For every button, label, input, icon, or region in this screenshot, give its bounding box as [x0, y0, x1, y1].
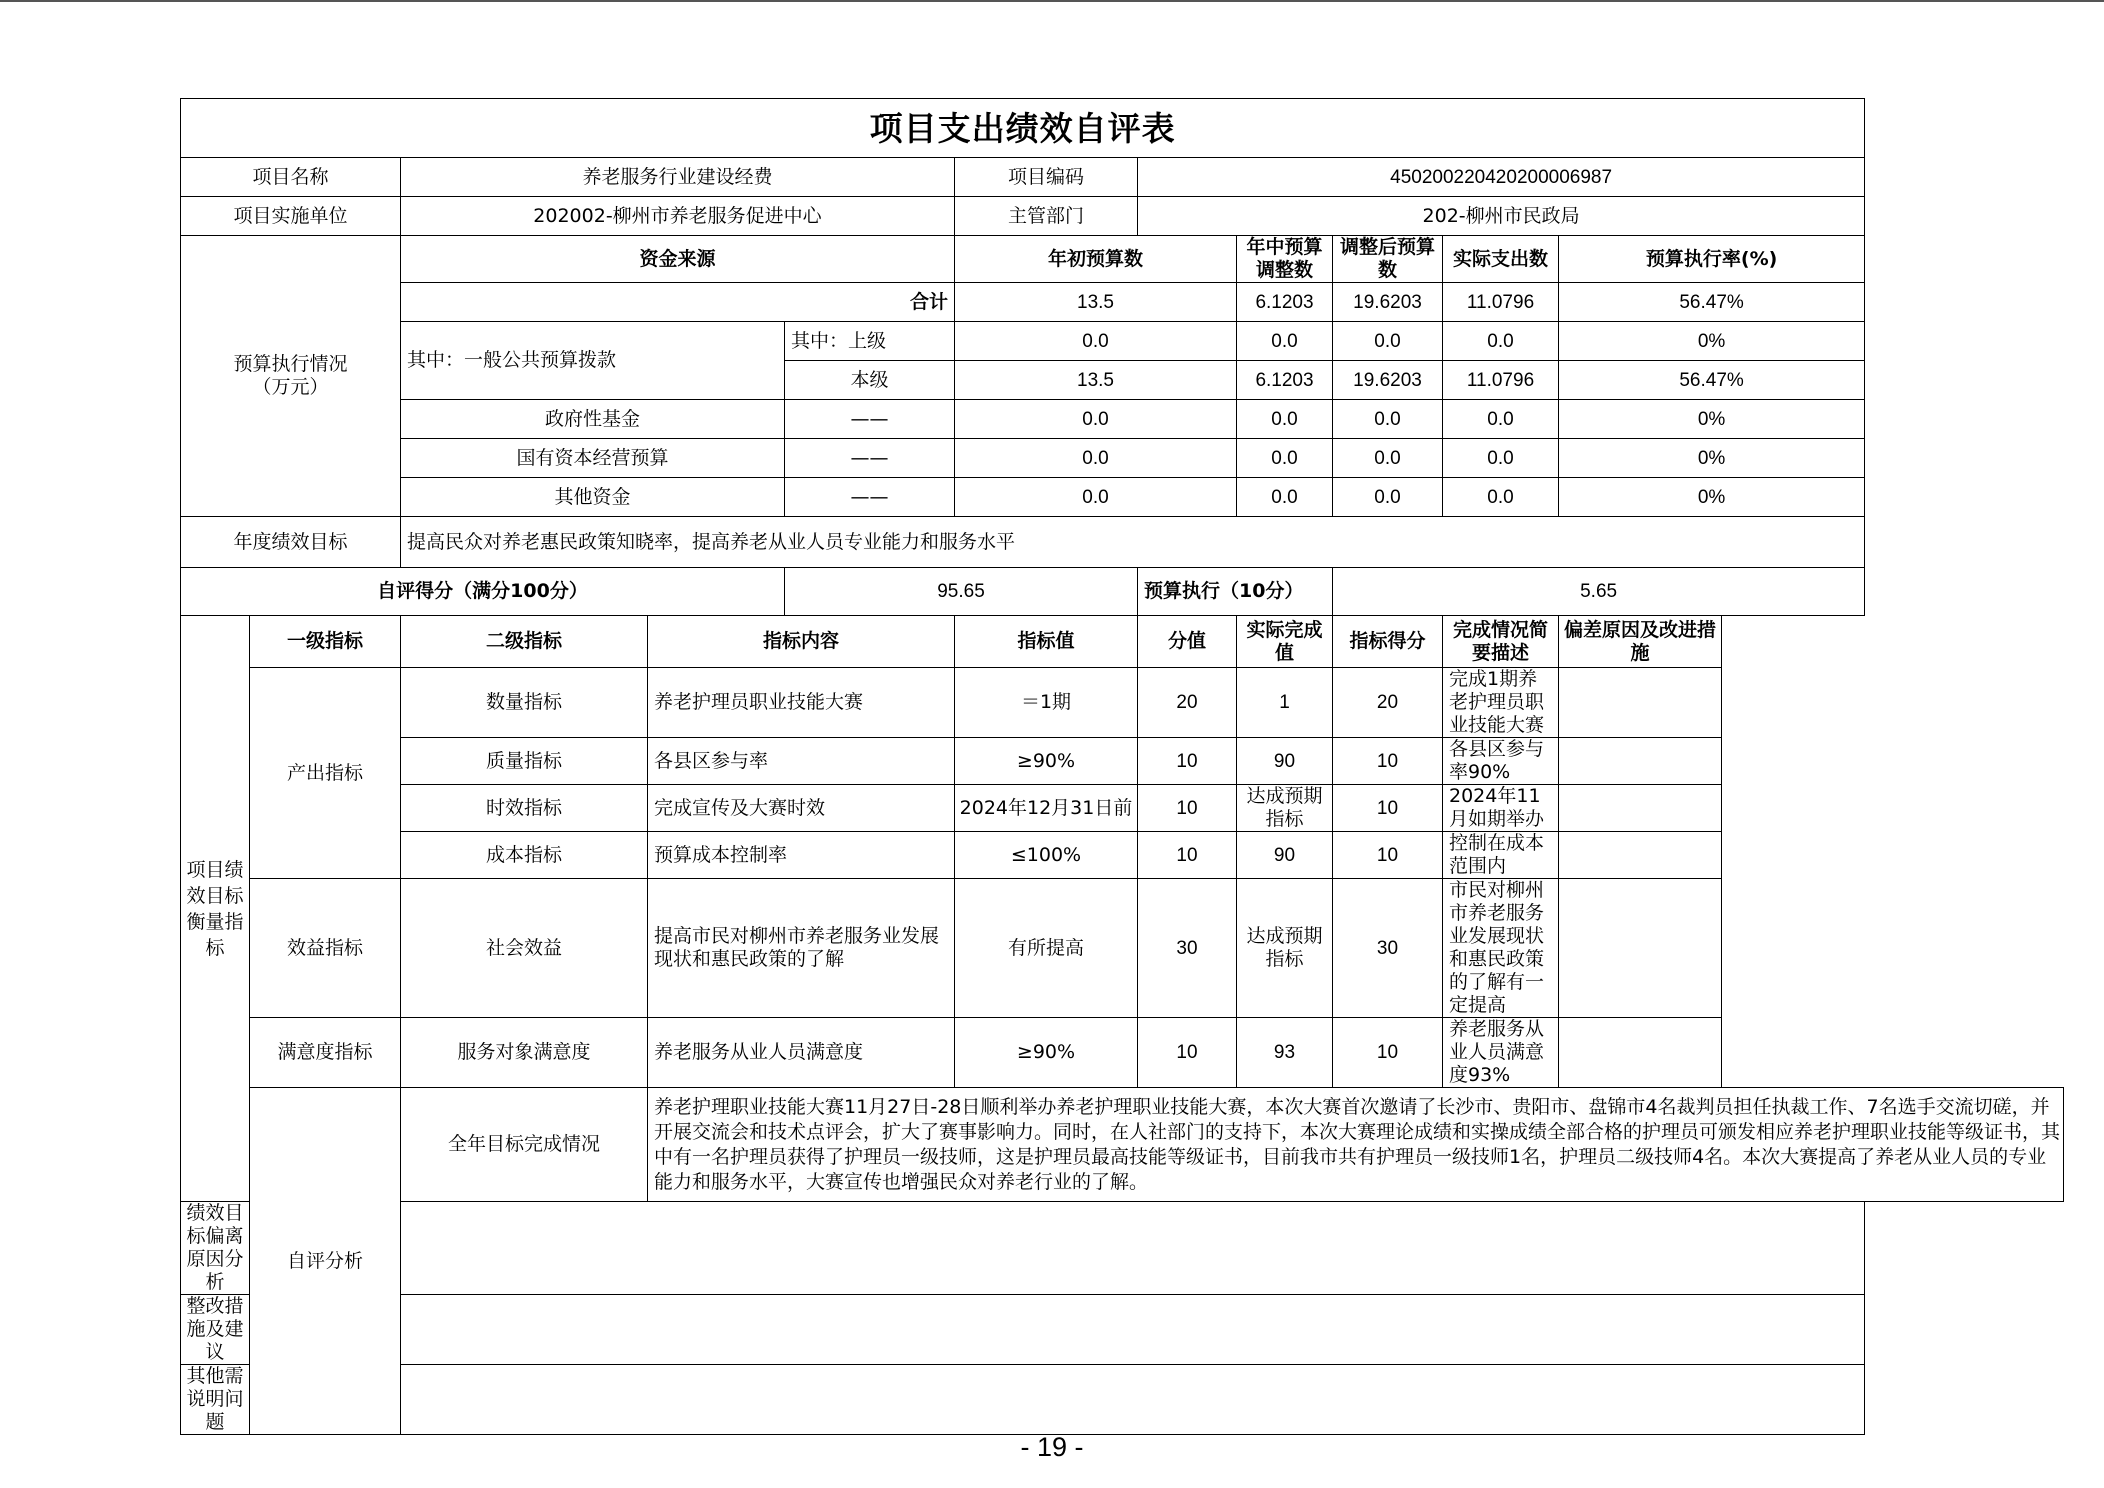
indicator-row — [181, 668, 2064, 738]
state-capital-adjusted: 0.0 — [1333, 439, 1443, 478]
indicator-weight: 10 — [1138, 832, 1237, 879]
total-adjustment: 6.1203 — [1237, 283, 1333, 322]
indicator-row — [181, 785, 2064, 832]
project-code-value: 450200220420200006987 — [1138, 158, 1865, 197]
indicator-target: ≥90% — [955, 738, 1138, 785]
indicator-target: 2024年12月31日前 — [955, 785, 1138, 832]
indicator-content: 养老护理员职业技能大赛 — [648, 668, 955, 738]
indicator-level2: 社会效益 — [401, 879, 648, 1018]
project-unit-row — [181, 197, 2064, 236]
indicator-actual: 90 — [1237, 832, 1333, 879]
indicator-content: 提高市民对柳州市养老服务业发展现状和惠民政策的了解 — [648, 879, 955, 1018]
implementing-unit-label: 项目实施单位 — [181, 197, 401, 236]
analysis-section-label: 自评分析 — [250, 1088, 401, 1435]
indicator-score: 30 — [1333, 879, 1443, 1018]
indicator-actual: 1 — [1237, 668, 1333, 738]
indicator-level2: 成本指标 — [401, 832, 648, 879]
header-level2: 二级指标 — [401, 616, 648, 668]
analysis-value — [401, 1295, 1865, 1365]
gov-fund-initial: 0.0 — [955, 400, 1237, 439]
state-capital-adjustment: 0.0 — [1237, 439, 1333, 478]
satisfaction-indicator-label: 满意度指标 — [250, 1018, 401, 1088]
budget-other-row — [181, 478, 2064, 517]
indicator-actual: 93 — [1237, 1018, 1333, 1088]
gov-fund-dash: —— — [785, 400, 955, 439]
indicator-weight: 20 — [1138, 668, 1237, 738]
indicator-desc: 各县区参与率90% — [1443, 738, 1559, 785]
indicator-score: 10 — [1333, 1018, 1443, 1088]
state-capital-rate: 0% — [1559, 439, 1865, 478]
page-title: 项目支出绩效自评表 — [181, 99, 1865, 158]
header-actual: 实际完成值 — [1237, 616, 1333, 668]
header-level1: 一级指标 — [250, 616, 401, 668]
analysis-label: 绩效目标偏离原因分析 — [181, 1202, 250, 1295]
header-fund-source: 资金来源 — [401, 236, 955, 283]
indicator-weight: 10 — [1138, 1018, 1237, 1088]
header-reason: 偏差原因及改进措施 — [1559, 616, 1722, 668]
other-fund-rate: 0% — [1559, 478, 1865, 517]
indicator-actual: 达成预期指标 — [1237, 879, 1333, 1018]
header-content: 指标内容 — [648, 616, 955, 668]
indicator-target: ≥90% — [955, 1018, 1138, 1088]
performance-self-evaluation-table — [180, 98, 2064, 1435]
gov-fund-adjustment: 0.0 — [1237, 400, 1333, 439]
upper-adjustment: 0.0 — [1237, 322, 1333, 361]
general-budget-label: 其中：一般公共预算拨款 — [401, 322, 785, 400]
upper-adjusted: 0.0 — [1333, 322, 1443, 361]
indicator-level2: 质量指标 — [401, 738, 648, 785]
indicator-target: ≤100% — [955, 832, 1138, 879]
indicator-target: ＝1期 — [955, 668, 1138, 738]
indicator-score: 10 — [1333, 785, 1443, 832]
total-actual: 11.0796 — [1443, 283, 1559, 322]
indicator-row — [181, 879, 2064, 1018]
budget-state-capital-row — [181, 439, 2064, 478]
indicator-level2: 数量指标 — [401, 668, 648, 738]
project-name-row — [181, 158, 2064, 197]
annual-goal-value: 提高民众对养老惠民政策知晓率，提高养老从业人员专业能力和服务水平 — [401, 517, 1865, 568]
supervising-dept-value: 202-柳州市民政局 — [1138, 197, 1865, 236]
local-label: 本级 — [785, 361, 955, 400]
budget-gov-fund-row — [181, 400, 2064, 439]
analysis-label: 全年目标完成情况 — [401, 1088, 648, 1202]
output-indicator-label: 产出指标 — [250, 668, 401, 879]
header-initial-budget: 年初预算数 — [955, 236, 1237, 283]
indicator-weight: 10 — [1138, 785, 1237, 832]
indicator-weight: 30 — [1138, 879, 1237, 1018]
budget-section-label: 预算执行情况 （万元） — [181, 236, 401, 517]
local-rate: 56.47% — [1559, 361, 1865, 400]
analysis-label: 其他需说明问题 — [181, 1365, 250, 1435]
other-fund-initial: 0.0 — [955, 478, 1237, 517]
project-name-value: 养老服务行业建设经费 — [401, 158, 955, 197]
upper-actual: 0.0 — [1443, 322, 1559, 361]
supervising-dept-label: 主管部门 — [955, 197, 1138, 236]
self-score-value: 95.65 — [785, 568, 1138, 616]
indicator-section-label: 项目绩效目标衡量指标 — [181, 616, 250, 1202]
header-adjusted-budget: 调整后预算数 — [1333, 236, 1443, 283]
analysis-row — [181, 1202, 2064, 1295]
total-initial: 13.5 — [955, 283, 1237, 322]
upper-initial: 0.0 — [955, 322, 1237, 361]
total-adjusted: 19.6203 — [1333, 283, 1443, 322]
state-capital-actual: 0.0 — [1443, 439, 1559, 478]
local-actual: 11.0796 — [1443, 361, 1559, 400]
project-name-label: 项目名称 — [181, 158, 401, 197]
local-adjusted: 19.6203 — [1333, 361, 1443, 400]
budget-total-row — [181, 283, 2064, 322]
header-score: 指标得分 — [1333, 616, 1443, 668]
local-adjustment: 6.1203 — [1237, 361, 1333, 400]
header-weight: 分值 — [1138, 616, 1237, 668]
analysis-row — [181, 1365, 2064, 1435]
state-capital-label: 国有资本经营预算 — [401, 439, 785, 478]
state-capital-dash: —— — [785, 439, 955, 478]
page-number: - 19 - — [1020, 1432, 1084, 1462]
indicator-weight: 10 — [1138, 738, 1237, 785]
indicator-header-row — [181, 616, 2064, 668]
indicator-row — [181, 738, 2064, 785]
annual-goal-label: 年度绩效目标 — [181, 517, 401, 568]
analysis-label: 整改措施及建议 — [181, 1295, 250, 1365]
indicator-score: 10 — [1333, 832, 1443, 879]
indicator-actual: 达成预期指标 — [1237, 785, 1333, 832]
analysis-value — [401, 1202, 1865, 1295]
indicator-level2: 时效指标 — [401, 785, 648, 832]
other-fund-actual: 0.0 — [1443, 478, 1559, 517]
self-score-label: 自评得分（满分100分） — [181, 568, 785, 616]
other-fund-label: 其他资金 — [401, 478, 785, 517]
indicator-actual: 90 — [1237, 738, 1333, 785]
analysis-value — [401, 1365, 1865, 1435]
header-desc: 完成情况简要描述 — [1443, 616, 1559, 668]
header-execution-rate: 预算执行率(%) — [1559, 236, 1865, 283]
total-rate: 56.47% — [1559, 283, 1865, 322]
other-fund-adjusted: 0.0 — [1333, 478, 1443, 517]
upper-rate: 0% — [1559, 322, 1865, 361]
analysis-row — [181, 1295, 2064, 1365]
indicator-level2: 服务对象满意度 — [401, 1018, 648, 1088]
indicator-desc: 完成1期养老护理员职业技能大赛 — [1443, 668, 1559, 738]
budget-header-row — [181, 236, 2064, 283]
budget-exec-score-label: 预算执行（10分） — [1138, 568, 1333, 616]
header-target: 指标值 — [955, 616, 1138, 668]
gov-fund-adjusted: 0.0 — [1333, 400, 1443, 439]
header-actual-spending: 实际支出数 — [1443, 236, 1559, 283]
total-label: 合计 — [401, 283, 955, 322]
indicator-reason — [1559, 738, 1722, 785]
gov-fund-rate: 0% — [1559, 400, 1865, 439]
indicator-desc: 控制在成本范围内 — [1443, 832, 1559, 879]
indicator-desc: 市民对柳州市养老服务业发展现状和惠民政策的了解有一定提高 — [1443, 879, 1559, 1018]
indicator-content: 预算成本控制率 — [648, 832, 955, 879]
analysis-value: 养老护理职业技能大赛11月27日-28日顺利举办养老护理职业技能大赛，本次大赛首次邀请了长沙市、贵阳市、盘锦市4名裁判员担任执裁工作、7名选手交流切磋，并开展交流会和技术点评会，扩大了赛事影响力。同时，在人社部门的支持下，本次大赛理论成绩和实操成绩全部合格的护理员可颁发相应养老护理职业技能等级证书，其中有一名护理员获得了护理员一级技师，这是护理员最高技能等级证书，目前我市共有护理员一级技师1名，护理员二级技师4名。本次大赛提高了养老从业人员的专业能力和服务水平，大赛宣传也增强民众对养老行业的了解。 — [648, 1088, 2064, 1202]
indicator-score: 20 — [1333, 668, 1443, 738]
top-border-line — [0, 0, 2104, 2]
analysis-row — [181, 1088, 2064, 1202]
local-initial: 13.5 — [955, 361, 1237, 400]
state-capital-initial: 0.0 — [955, 439, 1237, 478]
indicator-target: 有所提高 — [955, 879, 1138, 1018]
indicator-content: 养老服务从业人员满意度 — [648, 1018, 955, 1088]
indicator-reason — [1559, 785, 1722, 832]
indicator-reason — [1559, 879, 1722, 1018]
indicator-desc: 养老服务从业人员满意度93% — [1443, 1018, 1559, 1088]
indicator-content: 完成宣传及大赛时效 — [648, 785, 955, 832]
indicator-score: 10 — [1333, 738, 1443, 785]
budget-upper-row — [181, 322, 2064, 361]
annual-goal-row — [181, 517, 2064, 568]
indicator-content: 各县区参与率 — [648, 738, 955, 785]
benefit-indicator-label: 效益指标 — [250, 879, 401, 1018]
header-mid-adjustment: 年中预算调整数 — [1237, 236, 1333, 283]
other-fund-dash: —— — [785, 478, 955, 517]
gov-fund-label: 政府性基金 — [401, 400, 785, 439]
upper-label: 其中：上级 — [785, 322, 955, 361]
budget-exec-score-value: 5.65 — [1333, 568, 1865, 616]
indicator-reason — [1559, 1018, 1722, 1088]
indicator-reason — [1559, 668, 1722, 738]
gov-fund-actual: 0.0 — [1443, 400, 1559, 439]
indicator-row — [181, 1018, 2064, 1088]
indicator-desc: 2024年11月如期举办 — [1443, 785, 1559, 832]
other-fund-adjustment: 0.0 — [1237, 478, 1333, 517]
score-row — [181, 568, 2064, 616]
project-code-label: 项目编码 — [955, 158, 1138, 197]
indicator-reason — [1559, 832, 1722, 879]
indicator-row — [181, 832, 2064, 879]
implementing-unit-value: 202002-柳州市养老服务促进中心 — [401, 197, 955, 236]
